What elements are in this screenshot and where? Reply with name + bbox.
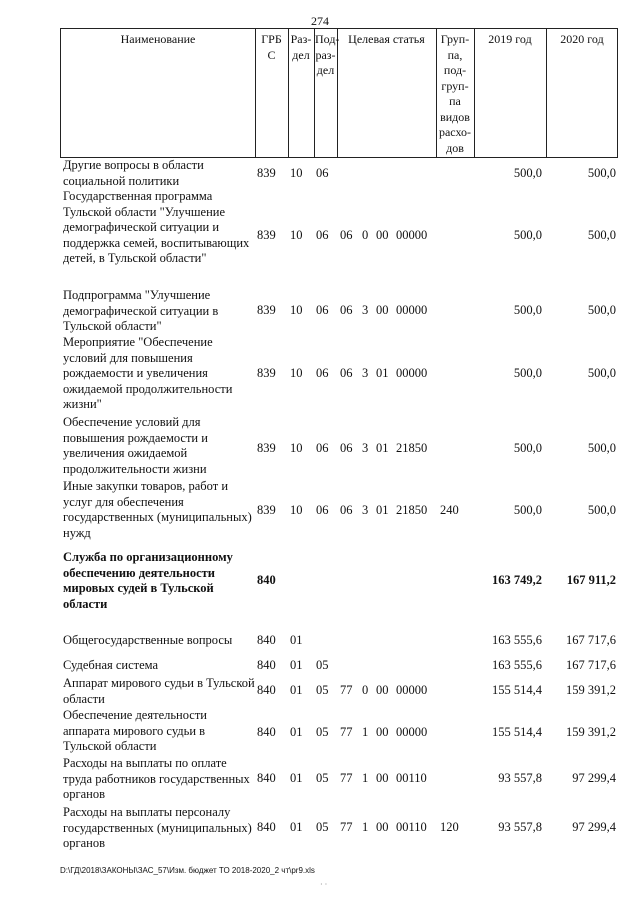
cell-y2020: 97 299,4 (572, 771, 616, 785)
row-name: Обеспечение деятельности аппарата мирового судьи в Тульской области (63, 708, 208, 753)
row-name: Другие вопросы в области социальной политики (63, 158, 204, 188)
cell-y2019: 500,0 (513, 303, 542, 317)
cell-grbs: 840 (257, 658, 276, 672)
cell-cs1: 06 (340, 503, 353, 517)
cell-grbs: 839 (257, 303, 276, 317)
cell-pr: 05 (316, 683, 329, 697)
cell-cs2: 3 (362, 441, 369, 455)
header-target-article: Целевая статья (348, 32, 425, 46)
header-divider (255, 28, 256, 158)
cell-grbs: 840 (257, 820, 276, 834)
cell-cs1: 06 (340, 441, 353, 455)
cell-y2019: 155 514,4 (492, 683, 542, 697)
cell-grbs: 840 (257, 573, 276, 587)
cell-cs1: 06 (340, 228, 353, 242)
cell-pr: 05 (316, 771, 329, 785)
cell-cs4: 00110 (396, 771, 427, 785)
cell-cs4: 00000 (396, 228, 428, 242)
cell-rz: 01 (290, 633, 303, 647)
cell-cs2: 0 (362, 228, 369, 242)
cell-y2020: 500,0 (587, 166, 616, 180)
cell-cs1: 06 (340, 366, 353, 380)
header-name: Наименование (120, 32, 196, 46)
cell-rz: 01 (290, 820, 303, 834)
cell-rz: 01 (290, 771, 303, 785)
cell-cs3: 00 (376, 725, 389, 739)
cell-cs3: 00 (376, 683, 389, 697)
row-name: Расходы на выплаты по оплате труда работников государственных органов (63, 756, 250, 801)
cell-y2020: 500,0 (587, 366, 616, 380)
row-name: Иные закупки товаров, работ и услуг для обеспечения государственных (муниципальных) нужд (63, 479, 252, 540)
table-header-frame (60, 28, 618, 158)
cell-y2019: 163 555,6 (492, 633, 542, 647)
row-name: Подпрограмма "Улучшение демографической ситуации в Тульской области" (63, 288, 219, 333)
cell-pr: 06 (316, 303, 329, 317)
cell-vr: 240 (440, 503, 459, 517)
header-divider (474, 28, 475, 158)
cell-pr: 05 (316, 725, 329, 739)
cell-grbs: 839 (257, 228, 276, 242)
cell-pr: 05 (316, 820, 329, 834)
cell-y2020: 97 299,4 (572, 820, 616, 834)
cell-pr: 05 (316, 658, 329, 672)
row-name: Государственная программа Тульской области "Улучшение демографической ситуации и поддержка семей, воспитывающих детей, в Тульской области" (63, 189, 250, 265)
cell-y2020: 500,0 (587, 503, 616, 517)
cell-y2019: 500,0 (513, 228, 542, 242)
cell-pr: 06 (316, 228, 329, 242)
cell-pr: 06 (316, 503, 329, 517)
cell-cs2: 1 (362, 725, 369, 739)
cell-cs2: 1 (362, 820, 369, 834)
cell-grbs: 839 (257, 166, 276, 180)
cell-cs4: 00000 (396, 303, 428, 317)
file-path-footer: D:\ГД\2018\ЗАКОНЫ\ЗАС_57\Изм. бюджет ТО 2018-2020_2 чт\pr9.xls (60, 866, 315, 875)
cell-cs4: 00000 (396, 366, 428, 380)
header-grbs: ГРБ С (261, 32, 282, 62)
cell-y2019: 500,0 (513, 166, 542, 180)
cell-cs2: 0 (362, 683, 369, 697)
cell-y2020: 500,0 (587, 228, 616, 242)
cell-pr: 06 (316, 441, 329, 455)
header-expense-group: Груп- па, под- груп- па видов расхо- дов (438, 32, 472, 155)
cell-cs1: 77 (340, 820, 353, 834)
cell-cs3: 00 (376, 228, 389, 242)
cell-cs1: 06 (340, 303, 353, 317)
cell-y2019: 155 514,4 (492, 725, 542, 739)
row-name: Аппарат мирового судьи в Тульской области (63, 676, 255, 706)
cell-rz: 10 (290, 441, 303, 455)
page-mark: · · (320, 880, 328, 889)
cell-cs4: 21850 (396, 503, 428, 517)
header-year-2019: 2019 год (488, 32, 532, 46)
cell-rz: 01 (290, 683, 303, 697)
row-name: Служба по организационному обеспечению деятельности мировых судей в Тульской области (63, 550, 233, 611)
cell-pr: 06 (316, 366, 329, 380)
row-name: Судебная система (63, 658, 159, 672)
cell-y2019: 163 749,2 (492, 573, 542, 587)
cell-rz: 01 (290, 658, 303, 672)
cell-y2020: 167 717,6 (566, 658, 616, 672)
cell-cs2: 1 (362, 771, 369, 785)
cell-y2020: 159 391,2 (566, 683, 616, 697)
header-podrazdel: Под- раз- дел (315, 32, 340, 77)
cell-cs3: 00 (376, 820, 389, 834)
cell-cs4: 00110 (396, 820, 427, 834)
cell-cs2: 3 (362, 503, 369, 517)
cell-rz: 01 (290, 725, 303, 739)
cell-rz: 10 (290, 366, 303, 380)
cell-cs3: 00 (376, 771, 389, 785)
cell-cs3: 01 (376, 366, 389, 380)
cell-y2020: 159 391,2 (566, 725, 616, 739)
cell-vr: 120 (440, 820, 459, 834)
cell-y2019: 500,0 (513, 441, 542, 455)
cell-grbs: 839 (257, 441, 276, 455)
cell-rz: 10 (290, 503, 303, 517)
row-name: Общегосударственные вопросы (63, 633, 233, 647)
cell-cs3: 01 (376, 441, 389, 455)
cell-cs1: 77 (340, 771, 353, 785)
cell-y2019: 93 557,8 (498, 771, 542, 785)
cell-cs4: 00000 (396, 683, 428, 697)
cell-cs1: 77 (340, 683, 353, 697)
cell-y2020: 500,0 (587, 441, 616, 455)
cell-cs2: 3 (362, 366, 369, 380)
row-name: Обеспечение условий для повышения рождаемости и увеличения ожидаемой продолжительности жизни (63, 415, 208, 476)
cell-grbs: 840 (257, 725, 276, 739)
cell-grbs: 840 (257, 771, 276, 785)
cell-rz: 10 (290, 228, 303, 242)
cell-grbs: 840 (257, 683, 276, 697)
cell-cs4: 21850 (396, 441, 428, 455)
cell-y2019: 93 557,8 (498, 820, 542, 834)
header-razdel: Раз- дел (290, 32, 312, 62)
cell-y2019: 500,0 (513, 503, 542, 517)
cell-y2019: 500,0 (513, 366, 542, 380)
cell-grbs: 839 (257, 503, 276, 517)
cell-pr: 06 (316, 166, 329, 180)
cell-y2020: 167 911,2 (566, 573, 616, 587)
header-divider (546, 28, 547, 158)
header-year-2020: 2020 год (560, 32, 604, 46)
cell-y2020: 500,0 (587, 303, 616, 317)
page-number: 274 (311, 14, 329, 28)
cell-grbs: 839 (257, 366, 276, 380)
row-name: Мероприятие "Обеспечение условий для повышения рождаемости и увеличения ожидаемой продолжительности жизни" (63, 335, 233, 411)
cell-cs3: 00 (376, 303, 389, 317)
cell-rz: 10 (290, 166, 303, 180)
cell-rz: 10 (290, 303, 303, 317)
cell-cs3: 01 (376, 503, 389, 517)
header-divider (337, 28, 338, 158)
cell-cs4: 00000 (396, 725, 428, 739)
cell-cs1: 77 (340, 725, 353, 739)
cell-grbs: 840 (257, 633, 276, 647)
cell-y2020: 167 717,6 (566, 633, 616, 647)
row-name: Расходы на выплаты персоналу государственных (муниципальных) органов (63, 805, 252, 850)
cell-y2019: 163 555,6 (492, 658, 542, 672)
cell-cs2: 3 (362, 303, 369, 317)
